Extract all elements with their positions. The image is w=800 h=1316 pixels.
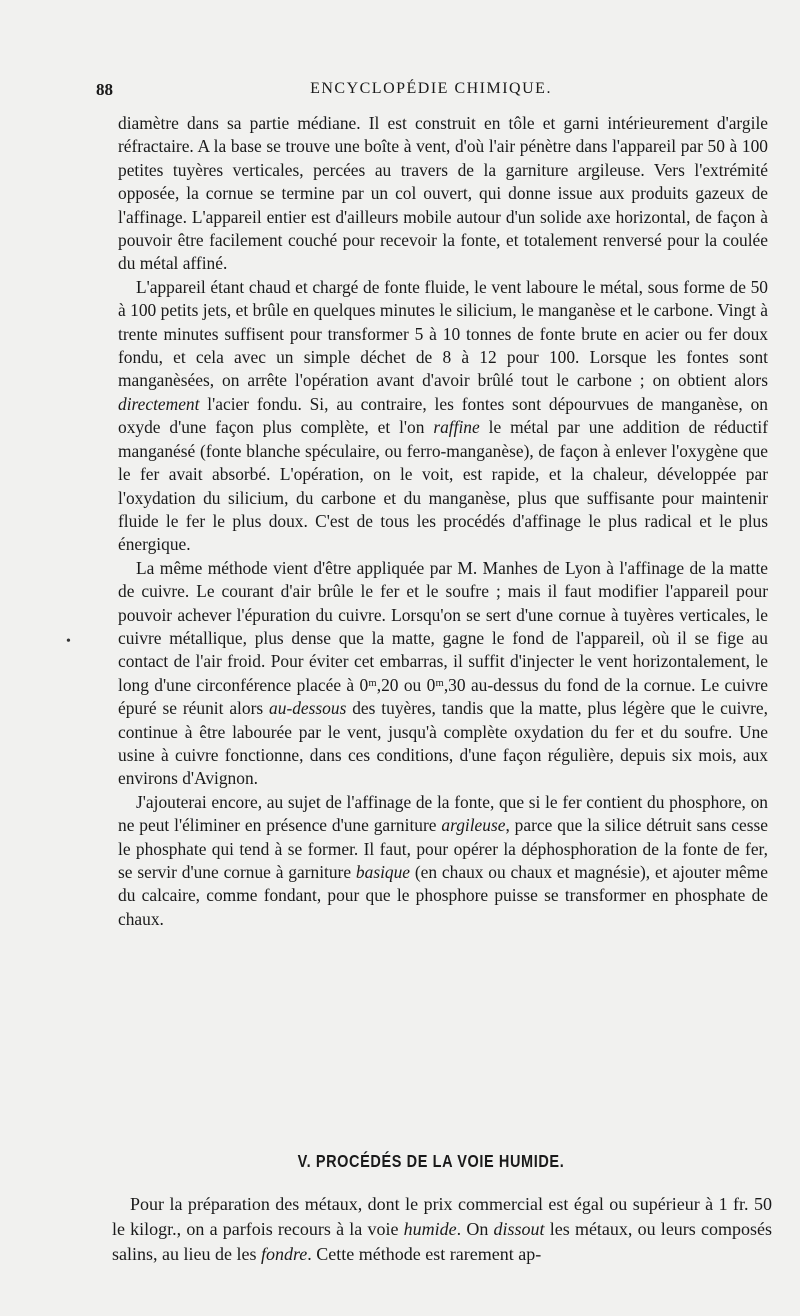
text-run: L'appareil étant chaud et chargé de fonte fluide, le vent laboure le métal, sous forme de 50 à 100 petits jets, et brûle en quelques minutes le silicium, le manganèse et le carbone. Vingt à trente minutes suffisent pour transformer 5 à 10 tonnes de fonte brute en acier ou fer doux fondu, et cela avec un simple déchet de 8 à 12 pour 100. Lorsque les fontes sont manganèsées, on arrête l'opération avant d'avoir brûlé tout le carbone ; on obtient alors: [118, 276, 768, 391]
body-text: [118, 112, 768, 931]
page-number: 88: [96, 80, 113, 99]
text-run: l'acier fondu. Si, au contraire, les fontes sont dépourvues de manganèse, on oxyde d'une façon plus complète, et l'on: [118, 393, 768, 438]
emphasis-text: raffine: [433, 417, 480, 438]
section-heading: V. PROCÉDÉS DE LA VOIE HUMIDE.: [297, 1152, 565, 1172]
paragraph: [118, 557, 768, 791]
emphasis-text: directement: [118, 393, 200, 414]
emphasis-text: fondre: [260, 1244, 308, 1264]
text-run: des tuyères, tandis que la matte, plus légère que le cuivre, continue à être labourée par le vent, jusqu'à complète oxydation du fer et du soufre. Une usine à cuivre fonctionne, dans ces conditions, d'une façon régulière, depuis six mois, aux environs d'Avignon.: [118, 698, 768, 789]
emphasis-text: argileuse: [441, 815, 506, 836]
emphasis-text: au-dessous: [269, 698, 347, 719]
text-run: , parce que la silice détruit sans cesse le phosphate qui tend à se former. Il faut, pour opérer la déphosphoration de la fonte de fer, se servir d'une cornue à garniture: [118, 815, 768, 882]
emphasis-text: basique: [355, 862, 411, 882]
text-run: le métal par une addition de réductif manganésé (fonte blanche spéculaire, ou ferro-manganèse), de façon à enlever l'oxygène que le fer avait absorbé. L'opération, on le voit, est rapide, et la chaleur, développée par l'oxydation du silicium, du carbone et du manganèse, plus que suffisante pour maintenir fluide le fer le plus doux. C'est de tous les procédés d'affinage le plus radical et le plus énergique.: [118, 417, 768, 555]
page-header: [96, 80, 766, 104]
text-run: . On: [456, 1219, 494, 1239]
emphasis-text: dissout: [493, 1219, 545, 1239]
emphasis-text: humide: [403, 1219, 457, 1239]
text-run: diamètre dans sa partie médiane. Il est construit en tôle et garni intérieurement d'argile réfractaire. A la base se trouve une boîte à vent, d'où l'air pénètre dans l'appareil par 50 à 100 petites tuyères verticales, percées au travers de la garniture argileuse. Vers l'extrémité opposée, la cornue se termine par un col ouvert, qui donne issue aux produits gazeux de l'affinage. L'appareil entier est d'ailleurs mobile autour d'un solide axe horizontal, de façon à pouvoir être facilement couché pour recevoir la fonte, et totalement renversé pour la coulée du métal affiné.: [118, 113, 768, 274]
paragraph: [118, 276, 768, 557]
final-text: [112, 1192, 772, 1267]
text-run: . Cette méthode est rarement ap-: [307, 1244, 542, 1264]
text-run: La même méthode vient d'être appliquée par M. Manhes de Lyon à l'affinage de la matte de cuivre. Le courant d'air brûle le fer et le soufre ; mais il faut modifier l'appareil pour pouvoir achever l'épuration du cuivre. Lorsqu'on se sert d'une cornue à tuyères verticales, le cuivre métallique, plus dense que la matte, gagne le fond de l'appareil, où il se fige au contact de l'air froid. Pour éviter cet embarras, il suffit d'injecter le vent horizontalement, le long d'une circonférence placée à 0ᵐ,20 ou 0ᵐ,30 au-dessus du fond de la cornue. Le cuivre épuré se réunit alors: [118, 557, 768, 719]
paragraph: [118, 112, 768, 276]
text-run: J'ajouterai encore, au sujet de l'affinage de la fonte, que si le fer contient du phosphore, on ne peut l'éliminer en présence d'une garniture: [118, 791, 768, 836]
text-run: Pour la préparation des métaux, dont le prix commercial est égal ou supérieur à 1 fr. 50 le kilogr., on a parfois recours à la voie: [112, 1194, 772, 1239]
text-run: les métaux, ou leurs composés salins, au lieu de les: [112, 1219, 772, 1264]
final-paragraph: [112, 1192, 772, 1267]
running-head: ENCYCLOPÉDIE CHIMIQUE.: [310, 80, 552, 97]
paragraph: [118, 791, 768, 931]
text-run: (en chaux ou chaux et magnésie), et ajouter même du calcaire, comme fondant, pour que le phosphore puisse se transformer en phosphate de chaux.: [118, 862, 768, 929]
margin-mark: •: [66, 634, 71, 649]
